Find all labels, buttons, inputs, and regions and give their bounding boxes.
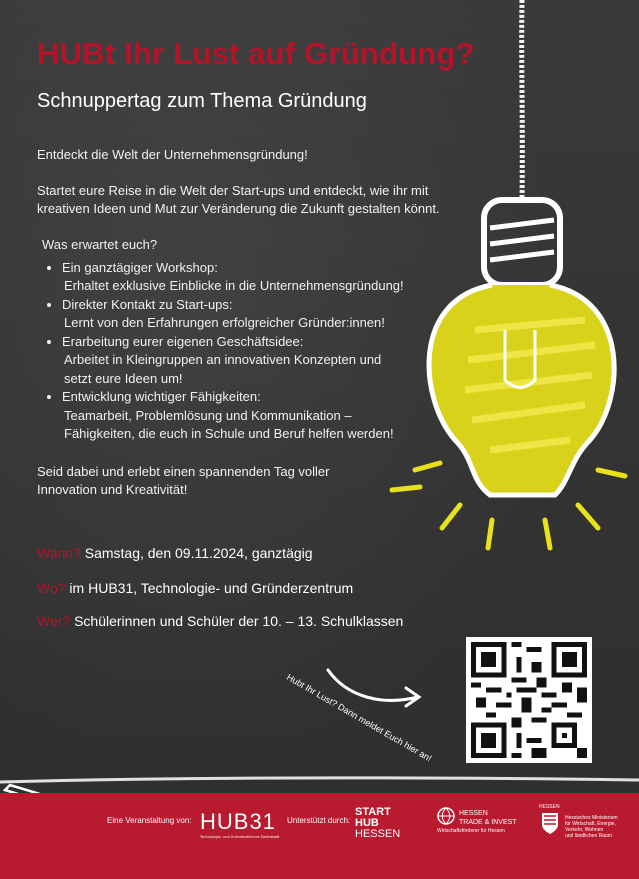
list-item (62, 259, 404, 296)
when-info (37, 545, 313, 561)
start-hub-hessen-logo (355, 807, 400, 840)
logo-text: TRADE & INVEST (459, 819, 517, 826)
logo-text: Verkehr, Wohnen (565, 827, 604, 833)
supported-label: Unterstützt durch: (287, 816, 351, 825)
list-item-detail: Erhaltet exklusive Einblicke in die Unternehmensgründung! (64, 278, 404, 293)
closing-paragraph (37, 463, 330, 499)
list-item-label: Entwicklung wichtiger Fähigkeiten: (62, 389, 261, 404)
list-item-label: Direkter Kontakt zu Start-ups: (62, 296, 233, 312)
lightbulb-illustration (380, 0, 639, 560)
hub31-logo: HUB31 (200, 809, 276, 834)
hub31-logo-subtext: Technologie- und Gründerzentrum Darmstadt (200, 835, 280, 839)
logo-text: START (355, 806, 391, 818)
who-info (37, 613, 403, 629)
signup-qr-code[interactable] (466, 637, 592, 763)
logo-text: HESSEN (355, 828, 401, 840)
list-item-label: Ein ganztägiger Workshop: (62, 259, 218, 275)
who-label: Wer? (37, 613, 71, 629)
who-value: Schülerinnen und Schüler der 10. – 13. Schulklassen (70, 613, 404, 629)
logo-text: für Wirtschaft, Energie, (565, 821, 616, 827)
intro-paragraph-line: Startet eure Reise in die Welt der Start-ups und entdeckt, wie ihr mit (37, 183, 429, 198)
where-value: im HUB31, Technologie- und Gründerzentrum (65, 580, 354, 596)
expectations-list (42, 236, 404, 444)
logo-text: Wirtschaftsförderer für Hessen (437, 828, 505, 834)
closing-line: Innovation und Kreativität! (37, 482, 188, 497)
ministry-logo (539, 804, 618, 839)
intro-paragraph-line: kreativen Ideen und Mut zur Veränderung die Zukunft gestalten könnt. (37, 201, 440, 216)
coat-of-arms-icon (540, 811, 560, 835)
list-item-detail: Arbeitet in Kleingruppen an innovativen Konzepten und (64, 352, 382, 367)
globe-icon (437, 807, 455, 825)
organizer-label: Eine Veranstaltung von: (107, 816, 192, 825)
logo-text: HESSEN (539, 804, 560, 810)
logo-text: Hessisches Ministerium (565, 815, 618, 821)
intro-paragraph (37, 182, 440, 218)
expectations-heading: Was erwartet euch? (42, 237, 158, 252)
list-item (62, 388, 404, 444)
logo-text: und ländlichen Raum (565, 833, 612, 839)
when-value: Samstag, den 09.11.2024, ganztägig (80, 545, 313, 561)
footer (0, 793, 639, 879)
logo-text: HESSEN (459, 810, 488, 817)
list-item-label: Erarbeitung eurer eigenen Geschäftsidee: (62, 333, 304, 349)
list-item-detail: Teamarbeit, Problemlösung und Kommunikation – (64, 407, 352, 423)
list-item (62, 333, 404, 389)
page-subtitle: Schnuppertag zum Thema Gründung (37, 90, 367, 112)
qr-code-icon (466, 637, 592, 763)
logo-text: HUB (355, 817, 379, 829)
page-title: HUBt Ihr Lust auf Gründung? (37, 36, 475, 71)
list-item-detail: Fähigkeiten, die euch in Schule und Beruf helfen werden! (64, 426, 394, 441)
where-info (37, 580, 353, 596)
signup-hint: Hubt Ihr Lust? Dann meldet Euch hier an! (285, 672, 434, 764)
intro-line: Entdeckt die Welt der Unternehmensgründung! (37, 147, 308, 162)
closing-line: Seid dabei und erlebt einen spannenden Tag voller (37, 464, 330, 479)
list-item-detail: Lernt von den Erfahrungen erfolgreicher Gründer:innen! (64, 315, 385, 330)
where-label: Wo? (37, 580, 66, 596)
when-label: Wann? (37, 545, 81, 561)
list-item-detail: setzt eure Ideen um! (64, 370, 183, 386)
list-item (62, 296, 404, 333)
